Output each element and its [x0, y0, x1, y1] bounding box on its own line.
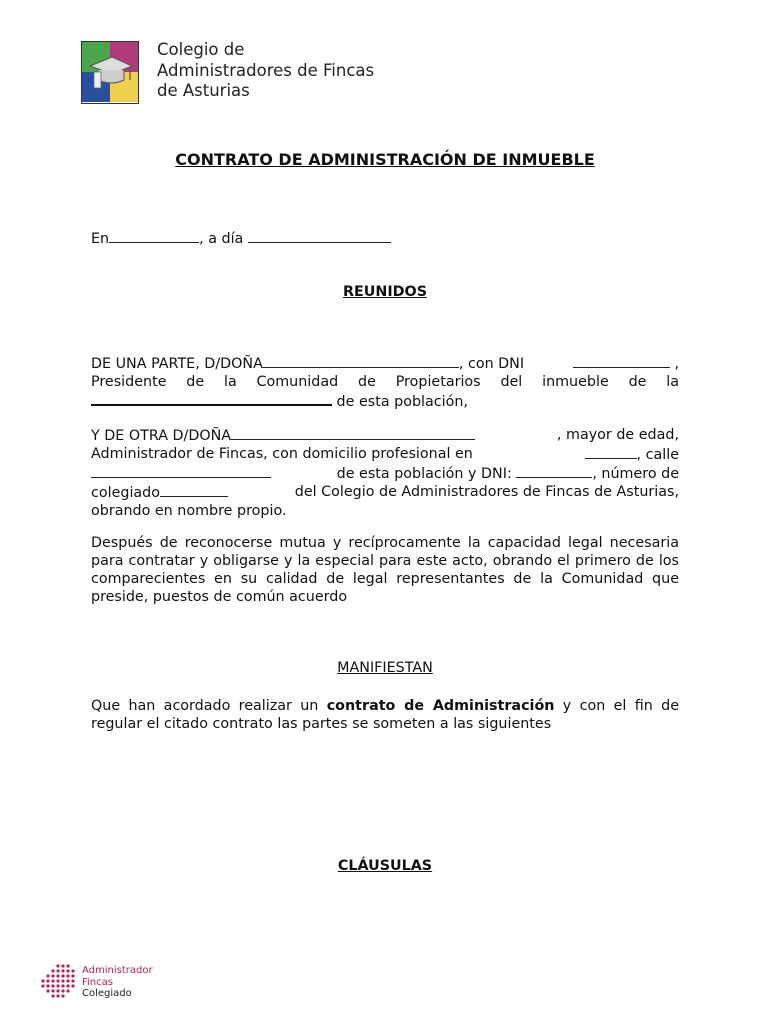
footer-line3: Colegiado — [82, 988, 132, 999]
college-name-line3: de Asturias — [157, 81, 250, 100]
date-blank[interactable] — [248, 229, 391, 243]
first-party-line1 — [91, 354, 679, 373]
domicile-text: Administrador de Fincas, con domicilio profesional en — [91, 446, 473, 462]
place-blank[interactable] — [109, 229, 199, 243]
second-party-line5: obrando en nombre propio. — [91, 503, 287, 519]
second-party-label: Y DE OTRA D/DOÑA — [91, 428, 232, 444]
second-party-line3 — [91, 464, 679, 483]
first-party-name-blank[interactable] — [263, 354, 459, 368]
colegiado-label: colegiado — [91, 485, 161, 501]
place-date-line — [91, 229, 679, 248]
footer-dots-logo-icon — [38, 962, 78, 1002]
college-text: del Colegio de Administradores de Fincas de Asturias, — [294, 484, 679, 500]
agreement-paragraph — [91, 697, 679, 733]
building-address-blank[interactable] — [91, 391, 332, 406]
first-party-line2: Presidente de la Comunidad de Propietarios del inmueble de la — [91, 374, 679, 390]
college-name-line2: Administradores de Fincas — [157, 60, 375, 80]
street-label: , calle — [636, 447, 679, 463]
second-party-line4 — [91, 483, 679, 502]
population-text: de esta población, — [336, 394, 468, 410]
colegiado-blank[interactable] — [160, 483, 228, 497]
street-blank[interactable] — [91, 464, 271, 478]
first-party-line3 — [91, 391, 679, 411]
dni-text: de esta población y DNI: — [336, 466, 512, 482]
agreement-text-bold: contrato de Administración — [326, 698, 555, 714]
second-party-name-blank[interactable] — [231, 426, 475, 440]
second-party-paragraph — [91, 426, 679, 520]
graduation-cap-icon — [86, 52, 134, 92]
place-label: En — [91, 231, 110, 247]
date-label: , a día — [199, 231, 244, 247]
age-text: , mayor de edad, — [556, 427, 679, 443]
college-logo-mark — [81, 41, 139, 104]
dni-label: , con DNI — [458, 356, 525, 372]
college-name — [157, 40, 374, 102]
section-manifiestan: MANIFIESTAN — [337, 660, 433, 676]
comma: , — [674, 356, 679, 372]
agreement-text-a: Que han acordado realizar un — [91, 698, 327, 714]
agreement-text-b: y con el fin de regular el citado contrato las partes se someten a las siguientes — [91, 698, 680, 732]
college-name-line1: Colegio de — [157, 40, 245, 59]
footer-logo-text — [82, 965, 153, 1000]
number-label: , número de — [592, 466, 679, 482]
second-party-line1 — [91, 426, 679, 445]
first-party-label: DE UNA PARTE, D/DOÑA — [91, 356, 263, 372]
capacity-paragraph: Después de reconocerse mutua y recíprocamente la capacidad legal necesaria para contratar y obligarse y la especial para este acto, obrando el primero de los comparecientes en su calidad de legal representantes de la Comunidad que preside, puestos de común acuerdo — [91, 535, 679, 605]
first-party-dni-blank[interactable] — [573, 354, 670, 368]
footer-line1: Administrador — [82, 965, 153, 976]
section-clausulas: CLÁUSULAS — [337, 858, 433, 874]
second-party-line2 — [91, 445, 679, 464]
first-party-paragraph — [91, 354, 679, 411]
section-reunidos: REUNIDOS — [343, 284, 427, 300]
document-title: CONTRATO DE ADMINISTRACIÓN DE INMUEBLE — [175, 150, 595, 169]
second-party-dni-blank[interactable] — [516, 464, 592, 478]
footer-line2: Fincas — [82, 976, 113, 988]
domicile-blank[interactable] — [585, 445, 637, 459]
